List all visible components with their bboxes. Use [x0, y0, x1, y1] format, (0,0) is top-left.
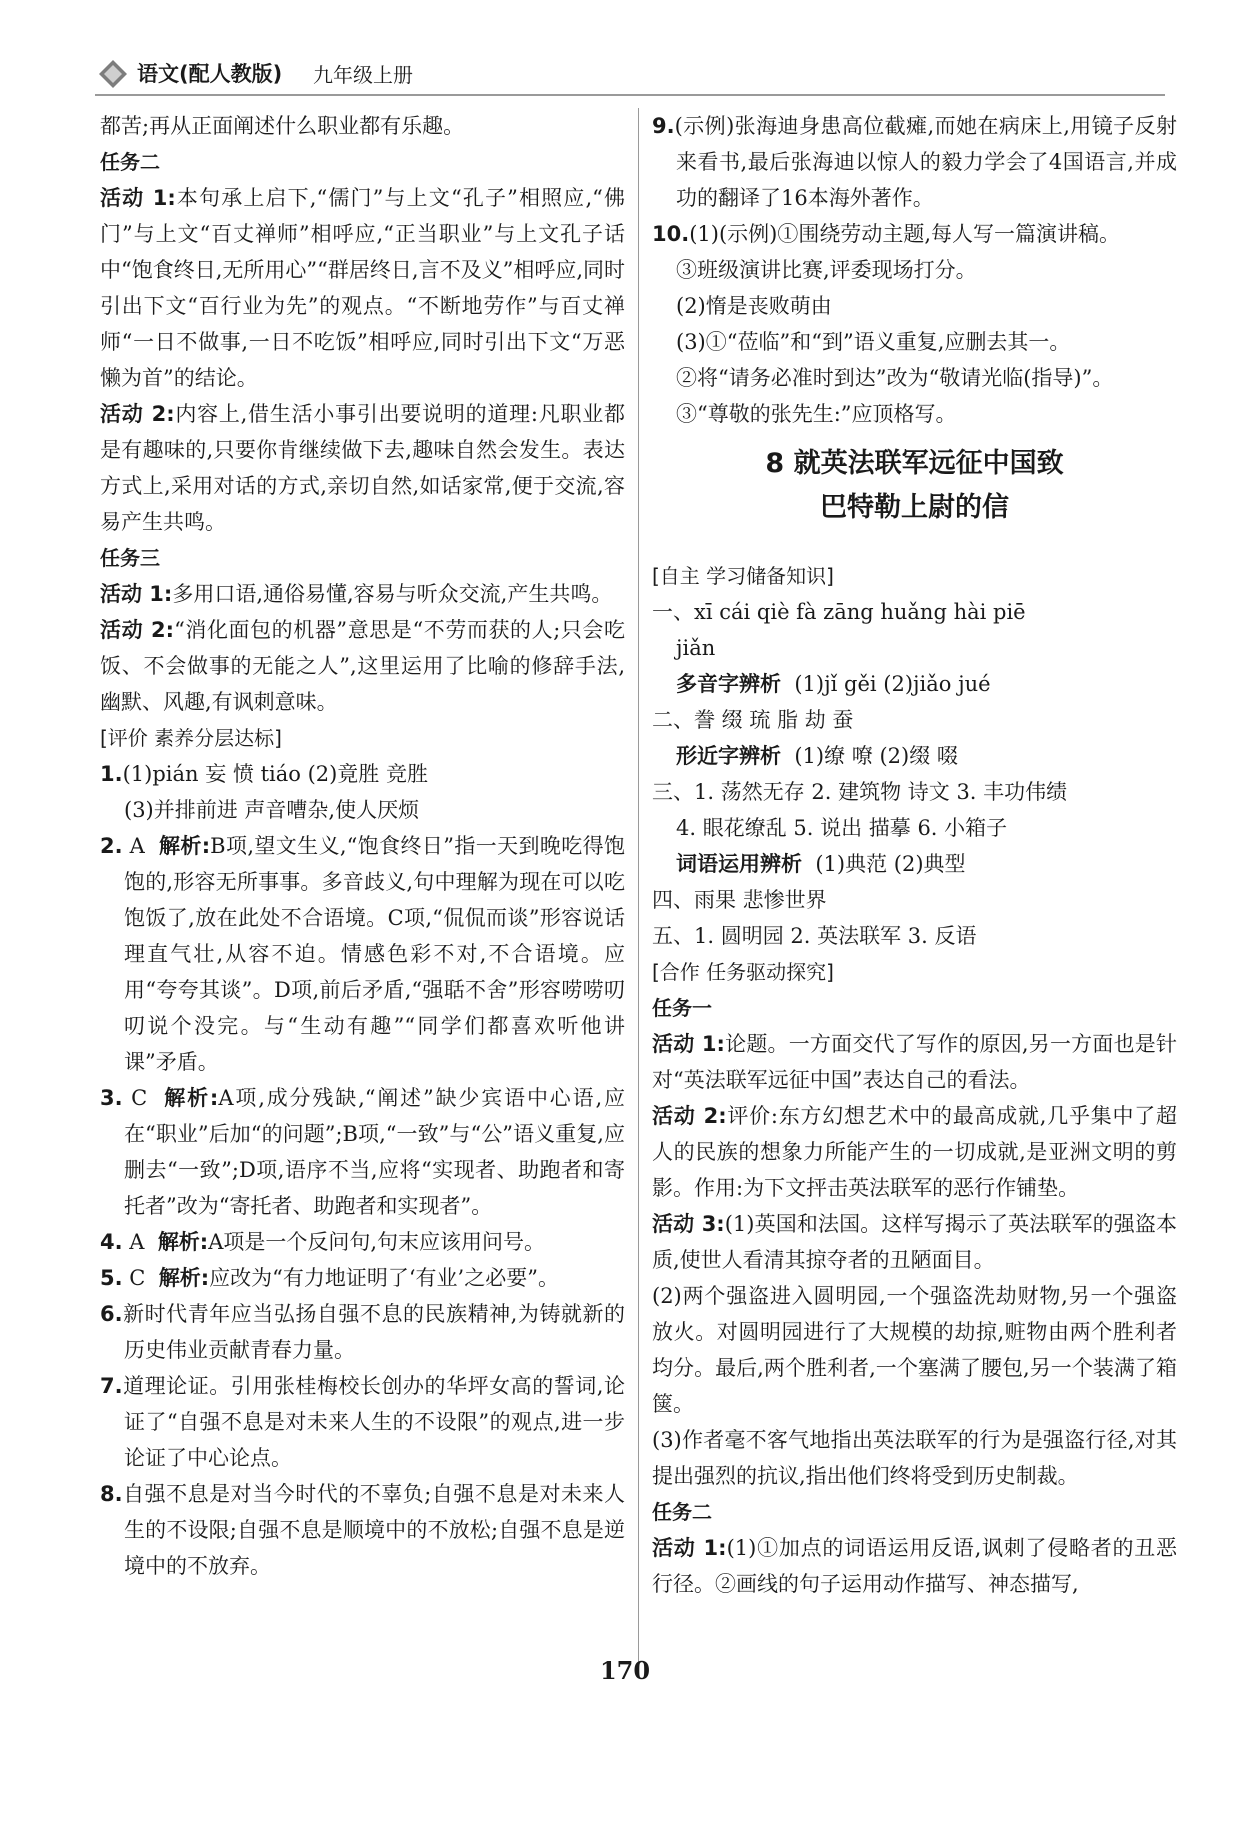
answer-item	[100, 1296, 625, 1368]
section-heading: [评价 素养分层达标]	[100, 726, 282, 750]
analysis-label: 解析:	[157, 1230, 209, 1254]
answer-text: 4. 眼花缭乱 5. 说出 描摹 6. 小箱子	[676, 816, 1008, 840]
activity-text: 多用口语,通俗易懂,容易与听众交流,产生共鸣。	[172, 582, 613, 606]
activity-label: 活动 1:	[652, 1536, 727, 1560]
page-header	[95, 50, 1165, 96]
answer-number: 9.	[652, 114, 675, 138]
activity	[100, 576, 625, 612]
activity-label: 活动 1:	[100, 582, 173, 606]
answer-text: ②将“请务必准时到达”改为“敬请光临(指导)”。	[676, 366, 1114, 390]
answer-text: 道理论证。引用张桂梅校长创办的华坪女高的誓词,论证了“自强不息是对未来人生的不设限”的观点,进一步论证了中心论点。	[122, 1374, 625, 1470]
task-heading: 任务三	[100, 546, 160, 570]
activity	[652, 1530, 1177, 1602]
answer-item	[100, 1476, 625, 1584]
activity-text: (1)①加点的词语运用反语,讽刺了侵略者的丑恶行径。②画线的句子运用动作描写、神态描写,	[652, 1536, 1177, 1596]
activity-label: 活动 2:	[652, 1104, 727, 1128]
answer-text: ③“尊敬的张先生:”应顶格写。	[676, 402, 957, 426]
answer-text: (3)并排前进 声音嘈杂,使人厌烦	[124, 798, 420, 822]
answer-text: (示例)张海迪身患高位截瘫,而她在病床上,用镜子反射来看书,最后张海迪以惊人的毅力学会了4国语言,并成功的翻译了16本海外著作。	[674, 114, 1177, 210]
answer-text: 三、1. 荡然无存 2. 建筑物 诗文 3. 丰功伟绩	[652, 780, 1068, 804]
task-heading: 任务二	[100, 150, 160, 174]
sub-label: 多音字辨析	[676, 672, 781, 696]
answer-text: (1)jǐ gěi (2)jiǎo jué	[794, 672, 991, 696]
answer-item	[652, 108, 1177, 216]
answer-text: 一、xī cái qiè fà zāng huǎng hài piē	[652, 600, 1026, 624]
answer-item	[100, 1080, 625, 1224]
answer-item	[100, 1260, 625, 1296]
answer-choice: A	[129, 834, 145, 858]
chapter-title-line: 8 就英法联军远征中国致	[765, 448, 1064, 479]
answer-text: 五、1. 圆明园 2. 英法联军 3. 反语	[652, 924, 977, 948]
section-heading: [合作 任务驱动探究]	[652, 960, 834, 984]
activity	[100, 396, 625, 540]
answer-item	[100, 1368, 625, 1476]
answer-item	[652, 846, 1177, 882]
activity	[100, 612, 625, 720]
diamond-logo-icon	[97, 58, 129, 90]
activity-text: (1)英国和法国。这样写揭示了英法联军的强盗本质,使世人看清其掠夺者的丑陋面目。	[652, 1212, 1177, 1272]
header-rule	[95, 94, 1165, 96]
answer-number: 6.	[100, 1302, 123, 1326]
activity-text: 论题。一方面交代了写作的原因,另一方面也是针对“英法联军远征中国”表达自己的看法。	[652, 1032, 1177, 1092]
left-column	[100, 108, 625, 1584]
analysis-label: 解析:	[164, 1086, 219, 1110]
book-grade: 九年级上册	[313, 63, 413, 87]
answer-text: (1)(示例)①围绕劳动主题,每人写一篇演讲稿。	[689, 222, 1121, 246]
analysis-text: B项,望文生义,“饱食终日”指一天到晚吃得饱饱的,形容无所事事。多音歧义,句中理解为现在可以吃饱饭了,放在此处不合语境。C项,“侃侃而谈”形容说话理直气壮,从容不迫。情感色彩不对,不合语境。应用“夸夸其谈”。D项,前后矛盾,“强聒不舍”形容唠唠叨叨说个没完。与“生动有趣”“同学们都喜欢听他讲课”矛盾。	[124, 834, 625, 1074]
analysis-text: A项,成分残缺,“阐述”缺少宾语中心语,应在“职业”后加“的问题”;B项,“一致”与“公”语义重复,应删去“一致”;D项,语序不当,应将“实现者、助跑者和寄托者”改为“寄托者、助跑者和实现者”。	[124, 1086, 625, 1218]
answer-text: ③班级演讲比赛,评委现场打分。	[676, 258, 977, 282]
answer-number: 3.	[100, 1086, 123, 1110]
section-heading: [自主 学习储备知识]	[652, 564, 834, 588]
answer-choice: C	[129, 1266, 146, 1290]
answer-number: 4.	[100, 1230, 123, 1254]
answer-choice: A	[129, 1230, 145, 1254]
activity-text: “消化面包的机器”意思是“不劳而获的人;只会吃饭、不会做事的无能之人”,这里运用了比喻的修辞手法,幽默、风趣,有讽刺意味。	[100, 618, 626, 714]
task-heading: 任务二	[652, 1500, 712, 1524]
answer-number: 5.	[100, 1266, 123, 1290]
activity-text: 评价:东方幻想艺术中的最高成就,几乎集中了超人的民族的想象力所能产生的一切成就,是亚洲文明的剪影。作用:为下文抨击英法联军的恶行作铺垫。	[652, 1104, 1177, 1200]
sub-label: 词语运用辨析	[676, 852, 802, 876]
chapter-title	[652, 442, 1177, 530]
analysis-text: 应改为“有力地证明了‘有业’之必要”。	[209, 1266, 559, 1290]
answer-choice: C	[131, 1086, 148, 1110]
task-heading: 任务一	[652, 996, 712, 1020]
activity-text: 本句承上启下,“儒门”与上文“孔子”相照应,“佛门”与上文“百丈禅师”相呼应,“正当职业”与上文孔子话中“饱食终日,无所用心”“群居终日,言不及义”相呼应,同时引出下文“百行业为先”的观点。“不断地劳作”与百丈禅师“一日不做事,一日不吃饭”相呼应,同时引出下文“万恶懒为首”的结论。	[100, 186, 625, 390]
analysis-text: A项是一个反问句,句末应该用问号。	[208, 1230, 546, 1254]
activity-label: 活动 3:	[652, 1212, 725, 1236]
right-column	[652, 108, 1177, 1602]
activity-text: (2)两个强盗进入圆明园,一个强盗洗劫财物,另一个强盗放火。对圆明园进行了大规模的劫掠,赃物由两个胜利者均分。最后,两个胜利者,一个塞满了腰包,另一个装满了箱箧。	[652, 1284, 1177, 1416]
column-divider	[638, 108, 639, 1678]
answer-text: 自强不息是对当今时代的不辜负;自强不息是对未来人生的不设限;自强不息是顺境中的不放松;自强不息是逆境中的不放弃。	[122, 1482, 625, 1578]
answer-number: 7.	[100, 1374, 123, 1398]
activity	[100, 180, 625, 396]
sub-label: 形近字辨析	[676, 744, 781, 768]
book-title: 语文(配人教版)	[137, 62, 283, 86]
activity-text: (3)作者毫不客气地指出英法联军的行为是强盗行径,对其提出强烈的抗议,指出他们终将受到历史制裁。	[652, 1428, 1177, 1488]
answer-item	[100, 756, 625, 792]
chapter-title-line: 巴特勒上尉的信	[820, 492, 1009, 523]
answer-text: (1)pián 妄 愤 tiáo (2)竟胜 竞胜	[122, 762, 428, 786]
answer-text: 二、誊 缀 琉 脂 劫 蚕	[652, 708, 854, 732]
activity	[652, 1098, 1177, 1206]
activity-label: 活动 1:	[100, 186, 176, 210]
activity-label: 活动 2:	[100, 402, 175, 426]
answer-text: (3)①“莅临”和“到”语义重复,应删去其一。	[676, 330, 1071, 354]
answer-number: 1.	[100, 762, 123, 786]
activity-text: 内容上,借生活小事引出要说明的道理:凡职业都是有趣味的,只要你肯继续做下去,趣味自然会发生。表达方式上,采用对话的方式,亲切自然,如话家常,便于交流,容易产生共鸣。	[100, 402, 625, 534]
analysis-label: 解析:	[158, 1266, 210, 1290]
answer-number: 8.	[100, 1482, 123, 1506]
answer-text: (2)惰是丧败萌由	[676, 294, 832, 318]
analysis-label: 解析:	[158, 834, 211, 858]
activity-label: 活动 1:	[652, 1032, 725, 1056]
answer-number: 2.	[100, 834, 123, 858]
answer-item	[100, 1224, 625, 1260]
answer-item	[100, 828, 625, 1080]
answer-item	[652, 666, 1177, 702]
answer-item	[652, 738, 1177, 774]
activity-label: 活动 2:	[100, 618, 175, 642]
answer-item	[652, 216, 1177, 252]
answer-text: (1)典范 (2)典型	[815, 852, 966, 876]
answer-text: 新时代青年应当弘扬自强不息的民族精神,为铸就新的历史伟业贡献青春力量。	[122, 1302, 625, 1362]
page-number: 170	[599, 1656, 651, 1685]
answer-number: 10.	[652, 222, 690, 246]
answer-text: (1)缭 嘹 (2)缀 啜	[794, 744, 958, 768]
answer-text: jiǎn	[676, 636, 716, 660]
activity	[652, 1206, 1177, 1278]
answer-text: 四、雨果 悲惨世界	[652, 888, 827, 912]
paragraph: 都苦;再从正面阐述什么职业都有乐趣。	[100, 114, 465, 138]
activity	[652, 1026, 1177, 1098]
